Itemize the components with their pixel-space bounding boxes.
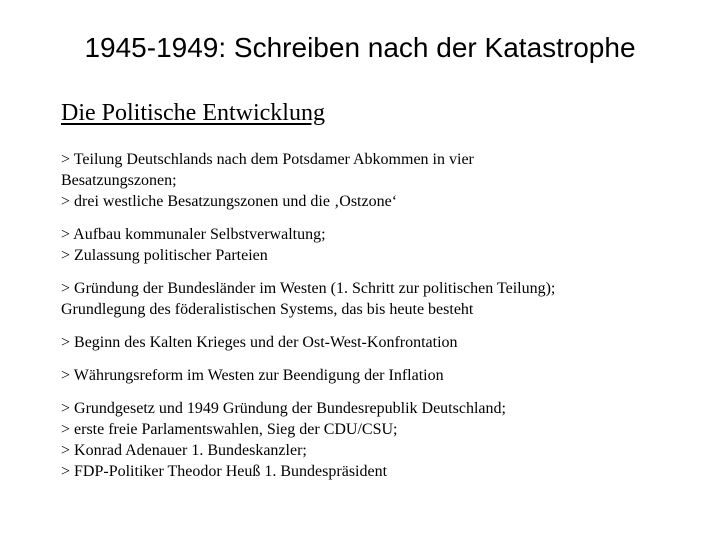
text-line: > drei westliche Besatzungszonen und die ‚Ostzone‘	[61, 193, 398, 210]
text-line: > Teilung Deutschlands nach dem Potsdamer Abkommen in vier	[61, 151, 474, 168]
text-line: > Gründung der Bundesländer im Westen (1. Schritt zur politischen Teilung);	[61, 280, 556, 297]
section-heading: Die Politische Entwicklung	[61, 100, 325, 126]
text-line: Grundlegung des föderalistischen Systems, das bis heute besteht	[61, 301, 474, 318]
text-line: > Währungsreform im Westen zur Beendigung der Inflation	[61, 367, 444, 384]
paragraph-waehrungsreform	[61, 365, 701, 386]
text-line: > Zulassung politischer Parteien	[61, 247, 268, 264]
paragraph-teilung	[61, 149, 701, 212]
text-line: > Grundgesetz und 1949 Gründung der Bundesrepublik Deutschland;	[61, 400, 506, 417]
paragraph-selbstverwaltung	[61, 224, 701, 266]
paragraph-grundgesetz	[61, 398, 701, 482]
slide-title: 1945-1949: Schreiben nach der Katastrophe	[84, 32, 636, 63]
text-line: > Konrad Adenauer 1. Bundeskanzler;	[61, 442, 307, 459]
text-line: > Beginn des Kalten Krieges und der Ost-West-Konfrontation	[61, 334, 458, 351]
text-line: > Aufbau kommunaler Selbstverwaltung;	[61, 226, 326, 243]
slide-content	[61, 149, 701, 494]
paragraph-kalter-krieg	[61, 332, 701, 353]
text-line: > FDP-Politiker Theodor Heuß 1. Bundespräsident	[61, 463, 388, 480]
text-line: Besatzungszonen;	[61, 172, 177, 189]
text-line: > erste freie Parlamentswahlen, Sieg der CDU/CSU;	[61, 421, 398, 438]
paragraph-bundeslaender	[61, 278, 701, 320]
